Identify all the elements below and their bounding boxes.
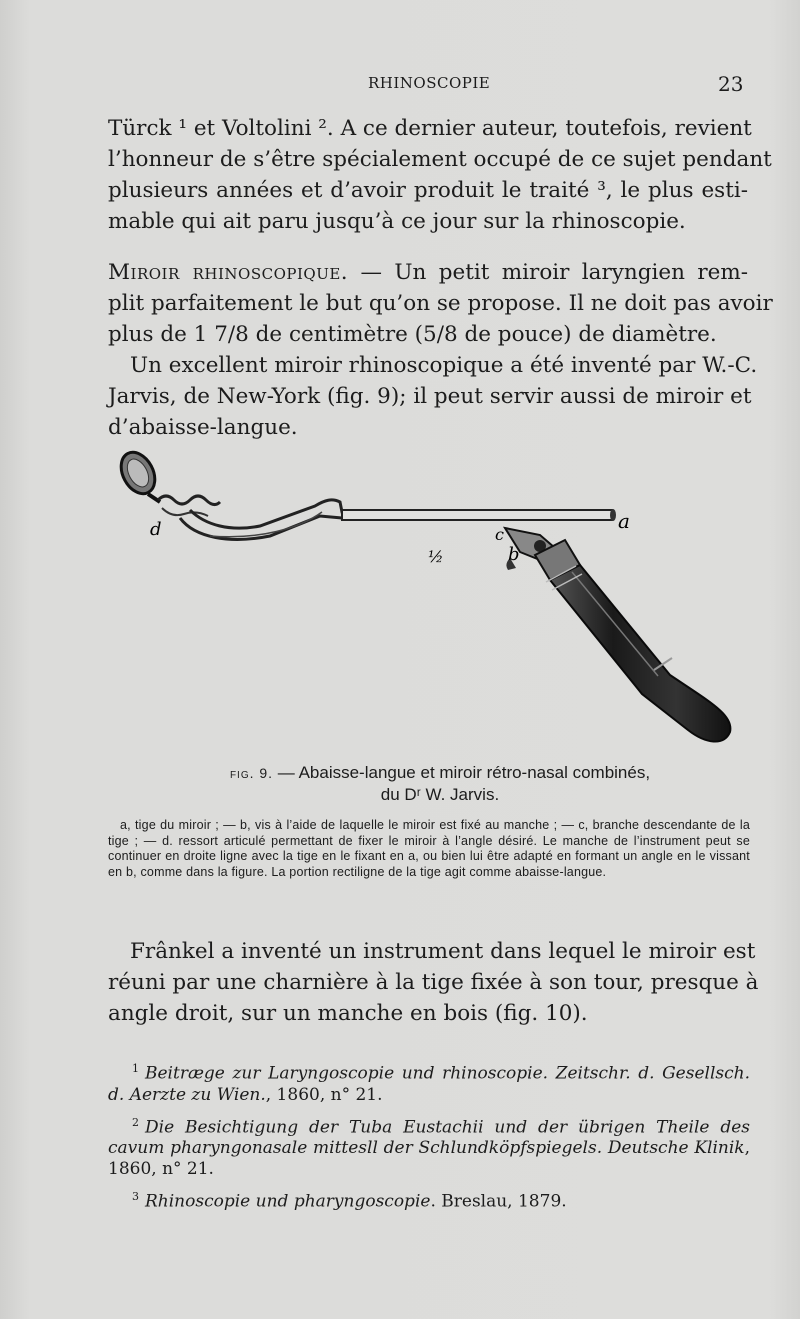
label-a: a [618, 509, 630, 533]
section-heading: Miroir rhinoscopique. [108, 260, 349, 285]
mirror-icon [114, 447, 161, 502]
label-d: d [150, 519, 162, 540]
section-miroir [108, 257, 773, 443]
section-line: plus de 1 7/8 de centimètre (5/8 de pouce) de diamètre. [108, 322, 717, 347]
paragraph-2-line: réuni par une charnière à la tige fixée à son tour, presque à [108, 970, 759, 995]
paragraph-1-line: l’honneur de s’être spécialement occupé de ce sujet pendant [108, 147, 772, 172]
section-line: Un excellent miroir rhinoscopique a été inventé par W.-C. [130, 353, 758, 378]
paragraph-1-line: mable qui ait paru jusqu’à ce jour sur la rhinoscopie. [108, 209, 686, 234]
footnote-title: Rhinoscopie und pharyngoscopie [145, 1191, 431, 1212]
handle-icon [535, 540, 730, 742]
section-line: — Un petit miroir laryngien rem- [348, 260, 748, 285]
footnotes [108, 1058, 750, 1219]
footnote-title: Die Besichtigung der Tuba Eustachii und der übrigen Theile des cavum pharyngonasale mittesll der Schlundköpfspiegels. Deutsche Klinik [108, 1117, 750, 1159]
paragraph-1-line: Türck ¹ et Voltolini ². A ce dernier auteur, toutefois, revient [108, 116, 752, 141]
jarvis-instrument-drawing [110, 440, 750, 750]
footnote [108, 1186, 750, 1213]
page-number: 23 [718, 72, 744, 96]
figure-caption [170, 762, 710, 806]
footnote-rest: , 1860, n° 21. [265, 1084, 383, 1105]
footnote-number: 3 [132, 1190, 139, 1204]
figure-label: fig. 9. [229, 765, 274, 781]
caption-text: — Abaisse-langue et miroir rétro-nasal combinés, [273, 763, 651, 782]
paragraph-2-line: angle droit, sur un manche en bois (fig. 10). [108, 1001, 588, 1026]
paragraph-2 [108, 936, 759, 1029]
section-line: d’abaisse-langue. [108, 415, 298, 440]
running-head [0, 74, 800, 98]
figure-9-illustration [110, 440, 750, 750]
footnote [108, 1112, 750, 1181]
section-line: Jarvis, de New-York (fig. 9); il peut servir aussi de miroir et [108, 384, 752, 409]
section-first-line [108, 257, 748, 288]
caption-line-1 [170, 762, 710, 784]
footnote [108, 1058, 750, 1106]
spring-icon [158, 496, 220, 516]
label-c: c [495, 525, 504, 544]
caption-line-2: du Dʳ W. Jarvis. [380, 785, 500, 804]
running-title: RHINOSCOPIE [368, 74, 491, 92]
shaft-icon [180, 500, 616, 540]
footnote-number: 2 [132, 1115, 139, 1129]
label-b: b [508, 544, 520, 565]
footnote-title: Beitræge zur Laryngoscopie und rhinoscopie. Zeitschr. d. Gesellsch. d. Aerzte zu Wien. [108, 1063, 750, 1105]
paragraph-1-line: plusieurs années et d’avoir produit le traité ³, le plus esti- [108, 178, 748, 203]
figure-legend: a, tige du miroir ; — b, vis à l’aide de laquelle le miroir est fixé au manche ; — c, branche descendante de la tige ; — d. ressort articulé permettant de fixer le miroir à l’angle désiré. Le manche de l’instrument peut se continuer en droite ligne avec la tige en le fixant en a, ou bien lui être adapté en formant un angle en le vissant en b, comme dans la figure. La portion rectiligne de la tige agit comme abaisse-langue. [108, 818, 750, 879]
section-line: plit parfaitement le but qu’on se propose. Il ne doit pas avoir [108, 291, 773, 316]
footnote-number: 1 [132, 1062, 139, 1075]
scale-label: ½ [428, 547, 444, 566]
footnote-rest: . Breslau, 1879. [430, 1191, 567, 1212]
paragraph-1 [108, 113, 772, 237]
footnote-rest: , 1860, n° 21. [108, 1138, 750, 1180]
paragraph-2-line: Frânkel a inventé un instrument dans lequel le miroir est [130, 939, 756, 964]
